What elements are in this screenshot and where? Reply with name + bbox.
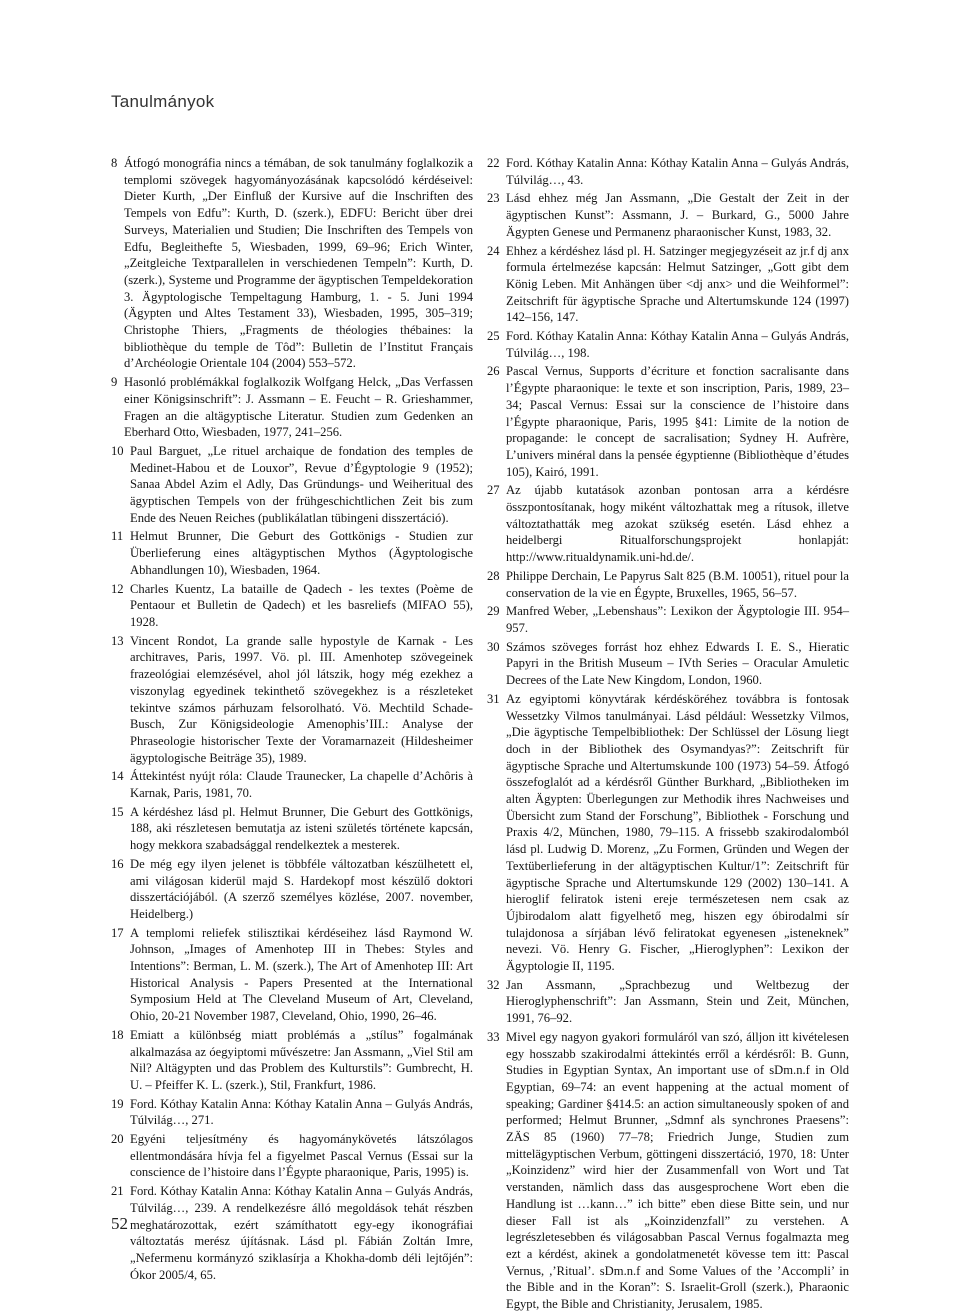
footnotes-right-column [487, 155, 849, 1315]
footnote-text: Ford. Kóthay Katalin Anna: Kóthay Katalin Anna – Gulyás András, Túlvilág…, 198. [506, 329, 849, 360]
footnote [111, 155, 473, 372]
footnote [487, 328, 849, 361]
footnote-text: Az újabb kutatások azonban pontosan arra a kérdésre összpontosítanak, hogy miként változhattak meg a rítusok, illetve változtathatták meg azokat szükség esetén. Lásd ehhez a heidelbergi Ritualforschungsprojekt honlapját: http://www.ritualdynamik.uni-hd.de/. [506, 483, 849, 565]
footnote-text: Számos szöveges forrást hoz ehhez Edwards I. E. S., Hieratic Papyri in the British Museum – IVth Series – Oracular Amuletic Decrees of the Late New Kingdom, London, 1960. [506, 639, 849, 688]
footnote-text: Ehhez a kérdéshez lásd pl. H. Satzinger megjegyzéseit az jr.f dj anx formula értelmezése kapcsán: Helmut Satzinger, „Gott gibt dem König Leben. Mit Anhängen über <dj anx> und die Weihformel”: Zeitschrift für ägyptische Sprache und Altertumskunde 124 (1997) 142–156, 147. [506, 243, 849, 325]
footnote-text: Lásd ehhez még Jan Assmann, „Die Gestalt der Zeit in der ägyptischen Kunst”: Assmann, J. – Burkard, G., 5000 Jahre Ägypten Genese und Permanenz pharaonischer Kunst, 1983, 32. [506, 191, 849, 239]
page-number: 52 [111, 1214, 128, 1233]
footnote-number: 26 [487, 364, 500, 379]
footnote [487, 568, 849, 601]
footnote-number: 32 [487, 977, 500, 992]
footnote [111, 374, 473, 441]
footnote [111, 1183, 473, 1283]
footnote [487, 639, 849, 689]
footnote [111, 804, 473, 854]
footnote [111, 1096, 473, 1129]
footnote-text: Hasonló problémákkal foglalkozik Wolfgang Helck, „Das Verfassen einer Königsinschrift”: J. Assmann – E. Feucht – R. Grieshammer, Fragen an die altägyptische Literatur. Studien zum Gedenken an Eberhard Otto, Wiesbaden, 1977, 241–256. [124, 375, 473, 440]
footnote-text: Ford. Kóthay Katalin Anna: Kóthay Katalin Anna – Gulyás András, Túlvilág…, 271. [130, 1096, 473, 1128]
footnote-number: 31 [487, 691, 500, 706]
footnote-text: Paul Barguet, „Le rituel archaique de fondation des temples de Medinet-Habou et de Louxor”, Revue d’Égyptologie 9 (1952); Sanaa Abdel Azim el Adly, Das Gründungs- und Weiheritual des ägyptischen Tempels von der frühgeschichtlichen Zeit bis zum Ende des Neuen Reiches (publikálatlan tübingeni disszertáció). [130, 443, 473, 525]
footnote [111, 633, 473, 767]
footnote-text: Mivel egy nagyon gyakori formuláról van szó, álljon itt kivételesen egy hosszabb szakirodalmi áttekintés erről a kérdésről: B. Gunn, Studies in Egyptian Syntax, An important use of sDm.n.f in Old Egyptian, 69–74: an event happening at the actual moment of speaking; Gardiner §414.5: an action simultaneously spoken of and performed; Helmut Brunner, „Sdmnf als synchrones Praesens”: ZÄS 85 (1960) 77–78; Friedrich Junge, Studien zum mittelägyptischen Verbum, göttingeni disszertáció, 1970, 18: Unter „Koinzidenz” wird hier der Zusammenfall von Wort und Tat verstanden, nämlich dass das ausgesprochene Wort eben die Handlung ist …kann…” ich bitte” eben diese Bitte sein, und nur dieser Fall ist als „Koinzidenzfall” zu verstehen. A legrészletesebben és világosabban Pascal Vernus fogalmazta meg ezt a kérdést, akinek a gondolatmenetét kövesse tem itt: Pascal Vernus, ,’Ritual’. sDm.n.f and Some Values of the ’Accompli’ in the Bible and in the Koran”: S. Israelit-Groll (szerk.), Pharaonic Egypt, the Bible and Christianity, Jerusalem, 1985. [506, 1029, 849, 1312]
footnote [487, 363, 849, 480]
footnote-number: 15 [111, 804, 124, 819]
footnote [487, 603, 849, 636]
footnote-number: 14 [111, 769, 124, 784]
footnote [111, 925, 473, 1025]
footnote-text: Jan Assmann, „Sprachbezug und Weltbezug der Hieroglyphenschrift”: Jan Assmann, Stein und Zeit, München, 1991, 76–92. [506, 977, 849, 1026]
footnote [111, 581, 473, 631]
footnote-number: 24 [487, 243, 500, 258]
footnote-text: A templomi reliefek stilisztikai kérdéseihez lásd Raymond W. Johnson, „Images of Amenhotep III in Thebes: Styles and Intentions”: Berman, L. M. (szerk.), The Art of Amenhotep III: Art Historical Analysis - Papers Presented at the International Symposium Held at The Cleveland Museum of Art, Cleveland, Ohio, 20-21 November 1987, Cleveland, Ohio, 1990, 26–46. [130, 925, 473, 1024]
footnote [487, 155, 849, 188]
footnote-number: 20 [111, 1132, 124, 1147]
footnote-number: 16 [111, 856, 124, 871]
footnote-text: Emiatt a különbség miatt problémás a „stílus” fogalmának alkalmazása az óegyiptomi művészetre: Jan Assmann, „Viel Stil am Nil? Altägypten und das Problem des Kulturstils”: Gumbrecht, H. U. – Pfeiffer K. L. (szerk.), Stil, Frankfurt, 1986. [130, 1027, 473, 1092]
footnote-number: 25 [487, 329, 500, 344]
footnote-text: Az egyiptomi könyvtárak kérdésköréhez továbbra is fontosak Wessetzky Vilmos tanulmányai. Lásd például: Wessetzky Vilmos, „Die ägyptische Tempelbibliothek: Der Schlüssel der Lösung liegt doch in der Bibliothek des Osymandyas?”: Zeitschrift für ägyptische Sprache und Altertumskunde 100 (1973) 54–59. Átfogó összefoglalót ad a kérdésről Günther Burkhard, „Bibliotheken im alten Ägypten: Überlegungen zur Methodik ihres Nachweises und Übersicht zum Stand der Forschung”, Bibliothek - Forschung und Praxis 4/2, München, 1980, 79–115. A frissebb szakirodalomból lásd pl. Ludwig D. Morenz, „Zu Formen, Gründen und Wegen der Textüberlieferung in der altägyptischen Kultur/1”: Zeitschrift für ägyptische Sprache und Altertumskunde 129 (2002) 130–141. A hieroglif feliratok isteni ereje természetesen nem csak az Újbirodalom alatt figyelhető meg, hiszen egy óbirodalmi sír tulajdonosa a sírjában lévő feliratokat egyenesen „isteneknek” nevezi. Vö. Henry G. Fischer, „Hieroglyphen”: Lexikon der Ägyptologie II, 1195. [506, 691, 849, 974]
footnote-text: Manfred Weber, „Lebenshaus”: Lexikon der Ägyptologie III. 954–957. [506, 604, 849, 635]
footnote-text: Helmut Brunner, Die Geburt des Gottkönigs - Studien zur Überlieferung eines altägyptischen Mythos (Ägyptologische Abhandlungen 10), Wiesbaden, 1964. [130, 529, 473, 577]
footnote [111, 768, 473, 801]
footnote-text: Ford. Kóthay Katalin Anna: Kóthay Katalin Anna – Gulyás András, Túlvilág…, 239. A rendelkezésre álló megoldások tehát részben meghatározottak, ezért számíthatott egy-egy ikonográfiai változtatás merész újításnak. Lásd pl. Fábián Zoltán Imre, „Nefermenu kormányzó sziklasírja a Khokha-domb déli lejtőjén”: Ókor 2005/4, 65. [130, 1184, 473, 1282]
footnote-number: 29 [487, 604, 500, 619]
footnote-text: Átfogó monográfia nincs a témában, de sok tanulmány foglalkozik a templomi szövegek hagyományozásának kapcsolódó kérdéseivel: Dieter Kurth, „Der Einfluß der Kursive auf die Inschriften des Tempels von Edfu”: Kurth, D. (szerk.), EDFU: Bericht über drei Surveys, Materialien und Studien; Die Inschriften des Tempels von Edfu, Begleithefte 5, Wiesbaden, 1999, 69–96; Erich Winter, „Zeitgleiche Textparallelen in verschiedenen Tempeln”: Kurth, D. (szerk.), Systeme und Programme der ägyptischen Tempeldekoration 3. Ägyptologische Tempeltagung Hamburg, 1. - 5. Juni 1994 (Ägypten und Altes Testament 33), Wiesbaden, 1995, 305–319; Christophe Thiers, „Fragments de théologies thébaines: la bibliothèque du temple de Tôd”: Bulletin de l’Institut Français d’Archéologie Orientale 104 (2004) 553–572. [124, 156, 473, 371]
footnote-number: 21 [111, 1184, 124, 1199]
footnote [111, 1131, 473, 1181]
footnote-number: 12 [111, 581, 124, 596]
footnote-number: 23 [487, 191, 500, 206]
footnote [487, 1029, 849, 1313]
footnote-number: 8 [111, 156, 118, 170]
footnote [487, 977, 849, 1027]
footnote-text: A kérdéshez lásd pl. Helmut Brunner, Die Geburt des Gottkönigs, 188, aki részletesen bemutatja az isteni születés története kapcsán, hogy mekkora szabadsággal rendelkeztek a mesterek. [130, 804, 473, 853]
footnote-text: Charles Kuentz, La bataille de Qadech - les textes (Poème de Pentaour et Bulletin de Qadech) et les basreliefs (MIFAO 55), 1928. [130, 581, 473, 629]
footnote [487, 691, 849, 975]
footnote-text: Ford. Kóthay Katalin Anna: Kóthay Katalin Anna – Gulyás András, Túlvilág…, 43. [506, 156, 849, 187]
footnotes-left-column [111, 155, 473, 1285]
footnote-text: Pascal Vernus, Supports d’écriture et fonction sacralisante dans l’Égypte pharaonique: le texte et son inscription, Paris, 1989, 23–34; Pascal Vernus: Essai sur la conscience de l’histoire dans l’Égypte pharaonique, Paris, 1995 §41: Limite de la notion de propagande: le concept de sacralisation; Sydney H. Aufrère, L’univers minéral dans la pensée égyptienne (Bibliothèque d’études 105), Kairó, 1991. [506, 364, 849, 479]
footnote-text: Vincent Rondot, La grande salle hypostyle de Karnak - Les architraves, Paris, 1997. Vö. pl. III. Amenhotep szövegeinek frazeológiai elemzésével, ahol jól látszik, hogy még ezekhez a viszonylag egyedinek tekinthető szövegekhez is a részleteket tekintve számos párhuzam felsorolható. Vö. Mechtild Schade-Busch, Zur Königsideologie Amenophis’III.: Analyse der Phraseologie historischer Texte der Voramarnazeit (Hildesheimer ägyptologische Beiträge 35), 1989. [130, 633, 473, 765]
footnote [111, 443, 473, 527]
footnote-number: 19 [111, 1096, 124, 1111]
footnote [111, 1027, 473, 1094]
footnote-number: 17 [111, 925, 124, 940]
footnote-number: 28 [487, 568, 500, 583]
footnote-text: De még egy ilyen jelenet is többféle változatban készülhetett el, ami világosan kiderül majd S. Hardekopf most készülő doktori disszertációjából. (A szerző személyes közlése, 2007. november, Heidelberg.) [130, 856, 473, 921]
footnote-number: 30 [487, 639, 500, 654]
footnote [111, 528, 473, 578]
footnote-number: 27 [487, 483, 500, 498]
footnote-number: 33 [487, 1029, 500, 1044]
footnote [487, 243, 849, 327]
footnote-number: 22 [487, 156, 500, 170]
footnote [487, 190, 849, 240]
footnote [487, 482, 849, 566]
footnote-number: 11 [111, 529, 124, 544]
footnote-number: 13 [111, 633, 124, 648]
footnote [111, 856, 473, 923]
footnote-text: Philippe Derchain, Le Papyrus Salt 825 (B.M. 10051), rituel pour la conservation de la vie en Égypte, Bruxelles, 1965, 56–57. [506, 568, 849, 600]
footnote-number: 10 [111, 443, 124, 458]
footnote-text: Áttekintést nyújt róla: Claude Traunecker, La chapelle d’Achôris à Karnak, Paris, 1981, 70. [130, 769, 473, 801]
footnote-text: Egyéni teljesítmény és hagyománykövetés látszólagos ellentmondására hívja fel a figyelmet Pascal Vernus (Essai sur la conscience de l’histoire dans l’Égypte pharaonique, Paris, 1995) is. [130, 1132, 473, 1180]
footnote-number: 18 [111, 1027, 124, 1042]
footnote-number: 9 [111, 375, 118, 390]
running-head: Tanulmányok [111, 92, 215, 111]
